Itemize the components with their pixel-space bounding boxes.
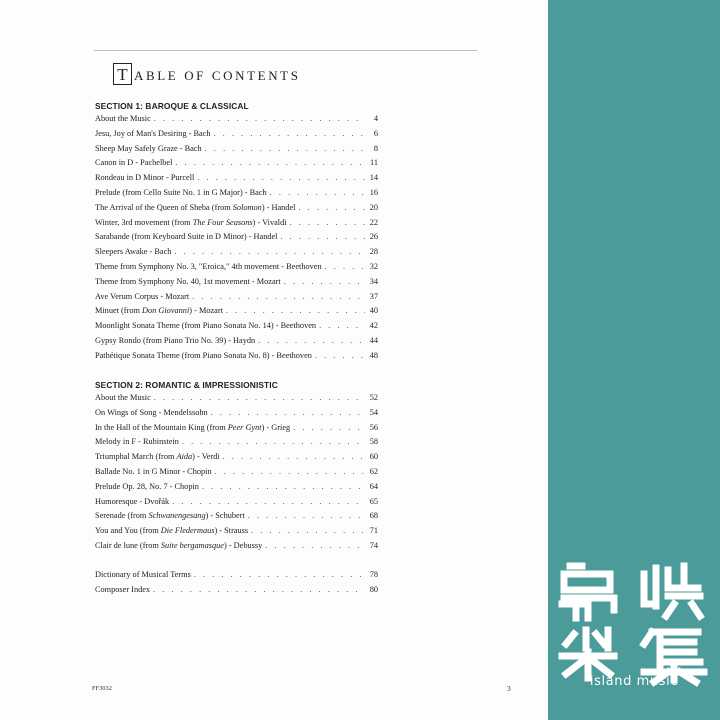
toc-entry — [95, 423, 378, 438]
toc-entry-page: 14 — [369, 173, 378, 183]
toc-entry-page: 48 — [369, 350, 378, 360]
toc-entry-page: 78 — [369, 570, 378, 579]
toc-entry-title: About the Music — [95, 114, 151, 123]
toc-dot-leader — [182, 437, 365, 446]
toc-entry — [95, 467, 378, 482]
toc-dot-leader — [223, 452, 365, 461]
toc-entry-title: Prelude (from Cello Suite No. 1 in G Major) - Bach — [95, 187, 267, 197]
page-number: 3 — [507, 684, 511, 693]
toc-entry — [95, 114, 378, 129]
toc-entry-page: 6 — [373, 128, 378, 138]
toc-entry-title: Clair de lune (from Suite bergamasque) - Debussy — [95, 540, 263, 550]
toc-entry-page: 74 — [369, 540, 378, 550]
toc-dot-leader — [215, 467, 365, 476]
toc-entry — [95, 482, 378, 497]
toc-dot-leader — [298, 203, 365, 212]
toc-entry-title: Gypsy Rondo (from Piano Trio No. 39) - Haydn — [95, 335, 256, 345]
toc-entry — [95, 351, 378, 366]
toc-entry-title: You and You (from Die Fledermaus) - Strauss — [95, 526, 249, 536]
toc-entry-page: 22 — [369, 217, 378, 227]
toc-entry-page: 62 — [369, 466, 378, 476]
toc-dot-leader — [197, 173, 365, 182]
toc-entry-page: 64 — [369, 481, 378, 491]
toc-entry-page: 40 — [369, 306, 378, 316]
toc-entry — [95, 306, 378, 321]
toc-entry-title: Humoresque - Dvořák — [95, 496, 170, 506]
toc-entry-title: Prelude Op. 28, No. 7 - Chopin — [95, 481, 199, 491]
toc-dot-leader — [315, 351, 365, 360]
toc-entry-page: 32 — [369, 261, 378, 271]
toc-dot-leader — [293, 423, 365, 432]
title-text: ABLE OF CONTENTS — [134, 68, 301, 83]
toc-dot-leader — [174, 247, 365, 256]
toc-entry — [95, 336, 378, 351]
toc-entry-page: 65 — [369, 496, 378, 506]
toc-entry-title: Theme from Symphony No. 40, 1st movement - Mozart — [95, 276, 281, 286]
toc-entry-title: Moonlight Sonata Theme (from Piano Sonata No. 14) - Beethoven — [95, 321, 317, 331]
toc-entry-page: 4 — [373, 114, 378, 123]
toc-dot-leader — [175, 158, 365, 167]
toc-entry — [95, 188, 378, 203]
toc-entry — [95, 497, 378, 512]
toc-entry-page: 16 — [369, 187, 378, 197]
toc-entry-title: Sarabande (from Keyboard Suite in D Minor) - Handel — [95, 232, 278, 242]
toc-entry — [95, 129, 378, 144]
catalog-code: FF3032 — [92, 685, 112, 692]
toc-entry-page: 52 — [369, 393, 378, 402]
toc-entry — [95, 541, 378, 556]
toc-entry-page: 28 — [369, 247, 378, 257]
toc-entry-title: Minuet (from Don Giovanni) - Mozart — [95, 306, 223, 316]
toc-entry-title: Composer Index — [95, 584, 151, 594]
toc-dot-leader — [248, 511, 365, 520]
toc-entry — [95, 452, 378, 467]
toc-dot-leader — [205, 144, 365, 153]
toc-entry — [95, 437, 378, 452]
toc-entry-page: 26 — [369, 232, 378, 242]
toc-entry-page: 58 — [369, 437, 378, 447]
toc-entry — [95, 144, 378, 159]
toc-entry — [95, 218, 378, 233]
toc-dot-leader — [251, 526, 365, 535]
toc-dot-leader — [153, 585, 365, 594]
toc-entry — [95, 408, 378, 423]
brand-tagline: island music — [589, 674, 679, 689]
toc-entry — [95, 393, 378, 408]
toc-entry-title: Sheep May Safely Graze - Bach — [95, 143, 202, 153]
toc-entry-page: 71 — [369, 526, 378, 536]
toc-entry-title: On Wings of Song - Mendelssohn — [95, 407, 208, 417]
toc-dot-leader — [194, 570, 365, 579]
toc-entry-page: 68 — [369, 511, 378, 521]
toc-entry-page: 34 — [369, 276, 378, 286]
appendix-list — [95, 570, 378, 600]
toc-dot-leader — [214, 129, 365, 138]
toc-dot-leader — [280, 232, 365, 241]
toc-dot-leader — [154, 114, 365, 123]
toc-dot-leader — [265, 541, 365, 550]
toc-entry — [95, 277, 378, 292]
toc-entry-title: Serenade (from Schwanengesang) - Schubert — [95, 511, 245, 521]
toc-entry-page: 54 — [369, 407, 378, 417]
toc-entry-page: 37 — [369, 291, 378, 301]
toc-dot-leader — [154, 393, 365, 402]
section-2-title: SECTION 2: ROMANTIC & IMPRESSIONISTIC — [95, 380, 278, 390]
toc-entry-page: 8 — [373, 143, 378, 153]
toc-entry-page: 11 — [370, 158, 378, 168]
toc-dot-leader — [211, 408, 365, 417]
section-1-list — [95, 114, 378, 366]
toc-entry-title: Triumphal March (from Aida) - Verdi — [95, 452, 220, 462]
toc-entry — [95, 526, 378, 541]
toc-entry-page: 20 — [369, 202, 378, 212]
toc-entry — [95, 262, 378, 277]
toc-entry-page: 80 — [369, 584, 378, 594]
toc-dot-leader — [192, 292, 365, 301]
toc-entry-title: About the Music — [95, 393, 151, 402]
toc-dot-leader — [202, 482, 365, 491]
toc-entry-title: Theme from Symphony No. 3, "Eroica," 4th movement - Beethoven — [95, 261, 322, 271]
toc-dot-leader — [325, 262, 365, 271]
toc-entry-title: Ballade No. 1 in G Minor - Chopin — [95, 466, 212, 476]
toc-entry-page: 42 — [369, 321, 378, 331]
toc-entry — [95, 232, 378, 247]
toc-entry — [95, 247, 378, 262]
toc-entry-page: 60 — [369, 452, 378, 462]
toc-entry-title: In the Hall of the Mountain King (from Peer Gynt) - Grieg — [95, 422, 291, 432]
toc-entry-title: Dictionary of Musical Terms — [95, 570, 191, 579]
toc-entry-title: Winter, 3rd movement (from The Four Seasons) - Vivaldi — [95, 217, 287, 227]
toc-entry-title: Melody in F - Rubinstein — [95, 437, 179, 447]
toc-entry-title: Canon in D - Pachelbel — [95, 158, 173, 168]
toc-entry — [95, 321, 378, 336]
title-drop-cap: T — [113, 63, 132, 85]
toc-entry — [95, 173, 378, 188]
toc-entry — [95, 158, 378, 173]
toc-dot-leader — [290, 218, 365, 227]
toc-entry — [95, 511, 378, 526]
section-2-list — [95, 393, 378, 556]
toc-dot-leader — [172, 497, 365, 506]
toc-entry — [95, 292, 378, 307]
toc-entry — [95, 203, 378, 218]
page-title — [113, 61, 301, 85]
toc-dot-leader — [258, 336, 365, 345]
toc-entry-title: Jesu, Joy of Man's Desiring - Bach — [95, 128, 211, 138]
toc-dot-leader — [284, 277, 365, 286]
toc-dot-leader — [270, 188, 365, 197]
toc-entry — [95, 585, 378, 600]
toc-entry-title: Pathétique Sonata Theme (from Piano Sonata No. 8) - Beethoven — [95, 350, 312, 360]
toc-entry-page: 44 — [369, 335, 378, 345]
section-1-title: SECTION 1: BAROQUE & CLASSICAL — [95, 101, 249, 111]
toc-entry-title: The Arrival of the Queen of Sheba (from Solomon) - Handel — [95, 202, 296, 212]
toc-entry-title: Rondeau in D Minor - Purcell — [95, 173, 195, 183]
toc-entry-title: Sleepers Awake - Bach — [95, 247, 172, 257]
toc-dot-leader — [226, 306, 365, 315]
brand-panel — [548, 0, 720, 720]
toc-entry — [95, 570, 378, 585]
toc-entry-title: Ave Verum Corpus - Mozart — [95, 291, 190, 301]
toc-dot-leader — [319, 321, 365, 330]
top-rule — [94, 50, 477, 51]
toc-entry-page: 56 — [369, 422, 378, 432]
